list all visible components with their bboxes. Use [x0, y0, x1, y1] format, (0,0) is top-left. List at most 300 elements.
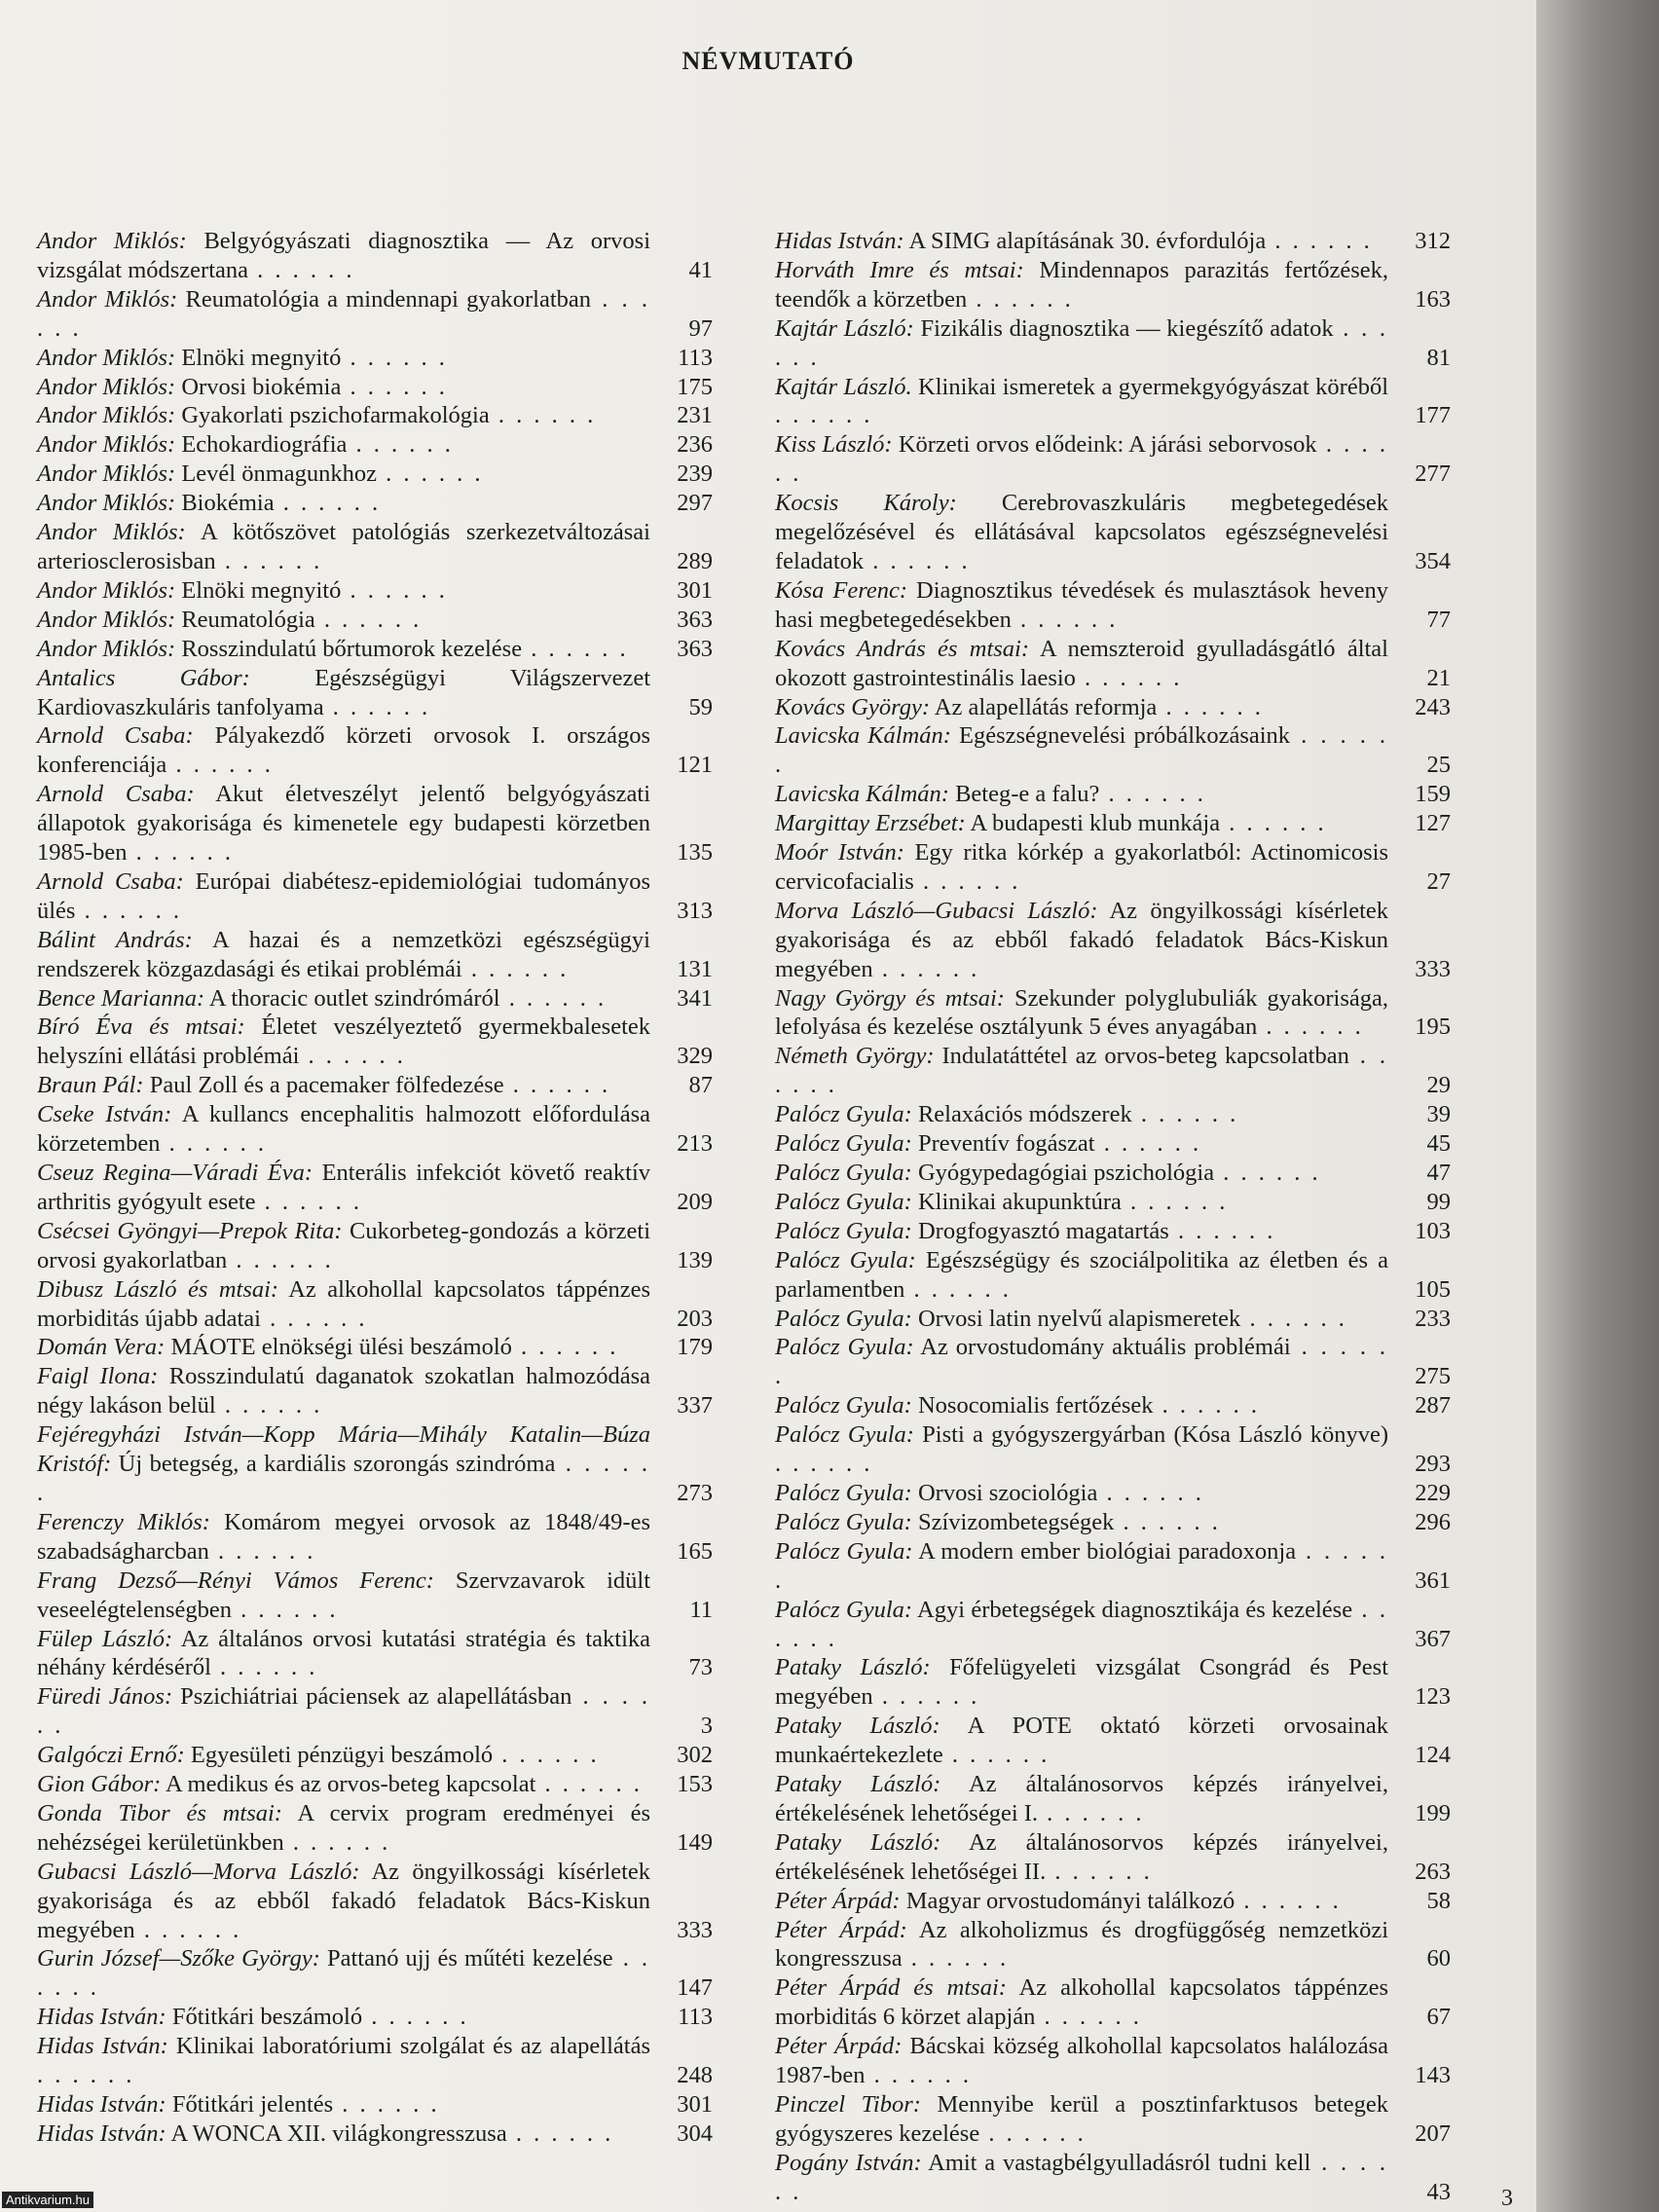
leader-dots: . . . . . .: [904, 1275, 1012, 1303]
article-title: Echokardiográfia: [181, 431, 348, 459]
author-name: Füredi János:: [37, 1683, 173, 1711]
index-entry: [775, 430, 1451, 489]
index-entry: [775, 809, 1451, 838]
leader-dots: . . . . . .: [227, 1246, 334, 1273]
article-title: Indulatáttétel az orvos-beteg kapcsolatban: [941, 1043, 1349, 1070]
leader-dots: . . . . . .: [902, 1945, 1010, 1972]
author-name: Andor Miklós:: [37, 285, 178, 313]
index-entry: [775, 1828, 1451, 1887]
page-reference: 207: [1415, 2120, 1451, 2147]
index-entry: [37, 1275, 713, 1334]
author-name: Palócz Gyula:: [775, 1246, 916, 1273]
index-entry: [775, 1333, 1451, 1391]
index-entry: [37, 1682, 713, 1741]
author-name: Andor Miklós:: [37, 606, 176, 633]
page-reference: 59: [688, 693, 713, 720]
index-column-left: [37, 227, 713, 2149]
author-name: Pataky László:: [775, 1828, 941, 1856]
leader-dots: . . . . . .: [347, 431, 454, 459]
article-title: Főtitkári jelentés: [171, 2091, 334, 2118]
index-entry: [37, 576, 713, 606]
index-entry: [37, 1333, 713, 1362]
page-reference: 58: [1426, 1887, 1451, 1914]
article-title: A SIMG alapításának 30. évfordulója: [908, 228, 1267, 254]
article-title: Preventív fogászat: [917, 1130, 1095, 1158]
leader-dots: . . . . . .: [37, 1945, 651, 2002]
article-title: Szívizombetegségek: [917, 1508, 1115, 1535]
leader-dots: . . . . . .: [864, 547, 971, 574]
index-entry: [37, 1071, 713, 1100]
index-entry: [37, 1770, 713, 1799]
index-entry: [37, 1013, 713, 1071]
author-name: Dibusz László és mtsai:: [37, 1275, 279, 1303]
leader-dots: . . . . . .: [1038, 1799, 1145, 1826]
author-name: Gonda Tibor és mtsai:: [37, 1799, 282, 1826]
article-title: A cervix program eredményei és nehézségei kerületünkben: [37, 1799, 651, 1856]
index-entry: [775, 780, 1451, 809]
author-name: Palócz Gyula:: [775, 1217, 912, 1244]
author-name: Andor Miklós:: [37, 344, 176, 371]
leader-dots: . . . . . .: [37, 2062, 135, 2089]
index-entry: [37, 1159, 713, 1217]
page-reference: 287: [1415, 1392, 1451, 1419]
index-column-right: [775, 227, 1451, 2207]
page-reference: 263: [1415, 1858, 1451, 1885]
leader-dots: . . . . . .: [274, 490, 382, 517]
leader-dots: . . . . . .: [283, 1828, 391, 1856]
page-reference: 296: [1415, 1508, 1451, 1535]
page-reference: 337: [677, 1392, 713, 1419]
leader-dots: . . . . . .: [299, 1043, 406, 1070]
index-entry: [775, 1159, 1451, 1188]
article-title: Akut életveszélyt jelentő belgyógyászati állapotok gyakorisága és kimenetele egy budapesti körzetben 1985-ben: [37, 781, 650, 866]
page-reference: 361: [1415, 1567, 1451, 1594]
author-name: Palócz Gyula:: [775, 1334, 914, 1361]
author-name: Bálint András:: [37, 926, 193, 953]
page-reference: 25: [1426, 752, 1451, 779]
page-reference: 27: [1426, 867, 1451, 895]
author-name: Antalics Gábor:: [37, 664, 250, 691]
index-entry: [775, 489, 1451, 576]
article-title: Beteg-e a falu?: [955, 781, 1100, 808]
article-title: A hazai és a nemzetközi egészségügyi rendszerek közgazdasági és etikai problémái: [37, 926, 650, 982]
page-reference: 153: [677, 1771, 713, 1798]
leader-dots: . . . . . .: [1157, 693, 1264, 720]
index-entry: [37, 489, 713, 518]
author-name: Andor Miklós:: [37, 431, 176, 459]
leader-dots: . . . . . .: [215, 1392, 323, 1419]
article-title: Pályakezdő körzeti orvosok I. országos konferenciája: [37, 722, 650, 779]
article-title: Komárom megyei orvosok az 1848/49-es szabadságharcban: [37, 1508, 650, 1565]
article-title: Reumatológia: [181, 606, 315, 633]
leader-dots: . . . . . .: [506, 2120, 614, 2147]
leader-dots: . . . . . .: [1011, 606, 1119, 633]
index-entry: [775, 838, 1451, 897]
author-name: Palócz Gyula:: [775, 1305, 912, 1332]
index-entry: [775, 1973, 1451, 2032]
page-reference: 301: [677, 576, 713, 604]
leader-dots: . . . . . .: [1266, 228, 1373, 254]
author-name: Gurin József—Szőke György:: [37, 1945, 320, 1972]
page-reference: 113: [678, 2004, 713, 2031]
leader-dots: . . . . . .: [913, 867, 1021, 895]
article-title: Bácskai község alkohollal kapcsolatos halálozása 1987-ben: [775, 2033, 1389, 2089]
author-name: Hidas István:: [37, 2033, 168, 2060]
article-title: Egy ritka kórkép a gyakorlatból: Actinomicosis cervicofacialis: [775, 839, 1388, 895]
article-title: Biokémia: [181, 490, 275, 517]
index-entry: [775, 1479, 1451, 1508]
page-reference: 113: [678, 344, 713, 371]
leader-dots: . . . . . .: [1097, 1479, 1204, 1506]
leader-dots: . . . . . .: [1235, 1887, 1342, 1914]
index-entry: [37, 984, 713, 1014]
article-title: A kötőszövet patológiás szerkezetváltozásai arteriosclerosisban: [37, 519, 650, 574]
index-entry: [37, 1508, 713, 1567]
author-name: Péter Árpád:: [775, 1916, 907, 1943]
index-entry: [775, 314, 1451, 373]
index-entry: [37, 1858, 713, 1945]
leader-dots: . . . . . .: [37, 1683, 651, 1740]
page-reference: 11: [689, 1596, 713, 1623]
author-name: Cseke István:: [37, 1101, 172, 1128]
leader-dots: . . . . . .: [1131, 1101, 1239, 1128]
leader-dots: . . . . . .: [323, 693, 431, 720]
index-entry: [37, 518, 713, 576]
index-entry: [775, 1100, 1451, 1129]
article-title: Az öngyilkossági kísérletek gyakorisága és az ebből fakadó feladatok Bács-Kiskun megyében: [37, 1858, 650, 1943]
index-entry: [37, 1741, 713, 1770]
page-reference: 195: [1415, 1014, 1451, 1041]
author-name: Gion Gábor:: [37, 1771, 162, 1798]
index-entry: [37, 460, 713, 489]
page-reference: 121: [677, 752, 713, 779]
leader-dots: . . . . . .: [511, 1334, 619, 1361]
article-title: A kullancs encephalitis halmozott előfordulása körzetemben: [37, 1101, 650, 1158]
author-name: Pogány István:: [775, 2149, 922, 2176]
leader-dots: . . . . . .: [499, 984, 608, 1012]
leader-dots: . . . . . .: [503, 1072, 611, 1099]
index-entry: [37, 1799, 713, 1858]
article-title: Egyesületi pénzügyi beszámoló: [190, 1742, 494, 1769]
article-title: Egészségnevelési próbálkozásaink: [959, 722, 1291, 750]
page-reference: 243: [1415, 693, 1451, 720]
index-entry: [775, 693, 1451, 722]
binding-shadow: [1536, 0, 1659, 2212]
author-name: Ferenczy Miklós:: [37, 1508, 210, 1535]
page-reference: 354: [1415, 547, 1451, 574]
index-entry: [37, 227, 713, 285]
author-name: Arnold Csaba:: [37, 722, 194, 750]
article-title: Egészségügyi Világszervezet Kardiovaszkuláris tanfolyama: [37, 664, 651, 720]
index-entry: [775, 897, 1451, 984]
page-reference: 273: [677, 1479, 713, 1506]
page-reference: 312: [1415, 228, 1451, 254]
leader-dots: . . . . . .: [255, 1188, 363, 1215]
author-name: Frang Dezső—Rényi Vámos Ferenc:: [37, 1567, 434, 1594]
author-name: Palócz Gyula:: [775, 1101, 912, 1128]
leader-dots: . . . . . .: [1220, 810, 1327, 837]
index-entry: [37, 926, 713, 984]
leader-dots: . . . . . .: [872, 1683, 980, 1711]
author-name: Andor Miklós:: [37, 402, 176, 429]
index-entry: [775, 984, 1451, 1043]
author-name: Domán Vera:: [37, 1334, 166, 1361]
author-name: Pataky László:: [775, 1713, 940, 1740]
index-entry: [37, 373, 713, 402]
author-name: Hidas István:: [37, 2120, 166, 2147]
leader-dots: . . . . . .: [231, 1596, 339, 1623]
page-reference: 143: [1415, 2062, 1451, 2089]
page-reference: 231: [677, 402, 713, 429]
article-title: Gyakorlati pszichofarmakológia: [181, 402, 490, 429]
index-entry: [775, 256, 1451, 314]
author-name: Palócz Gyula:: [775, 1421, 914, 1449]
article-title: Orvosi szociológia: [917, 1479, 1098, 1506]
author-name: Andor Miklós:: [37, 373, 176, 400]
index-entry: [775, 576, 1451, 635]
article-title: Paul Zoll és a pacemaker fölfedezése: [149, 1072, 504, 1099]
page-reference: 45: [1426, 1130, 1451, 1158]
index-entry: [775, 1246, 1451, 1305]
page-reference: 304: [677, 2120, 713, 2147]
leader-dots: . . . . . .: [1240, 1305, 1347, 1332]
leader-dots: . . . . . .: [314, 606, 423, 633]
leader-dots: . . . . . .: [522, 635, 629, 662]
article-title: Relaxációs módszerek: [917, 1101, 1132, 1128]
author-name: Andor Miklós:: [37, 490, 176, 517]
leader-dots: . . . . . .: [775, 2149, 1388, 2205]
index-entry: [37, 1362, 713, 1420]
article-title: Az általánosorvos képzés irányelvei, értékelésének lehetőségei II.: [775, 1828, 1388, 1885]
leader-dots: . . . . . .: [775, 1451, 873, 1478]
page-reference: 147: [677, 1974, 713, 2002]
article-title: Európai diabétesz-epidemiológiai tudományos ülés: [37, 867, 650, 924]
page-reference: 97: [688, 314, 713, 342]
leader-dots: . . . . . .: [248, 256, 355, 283]
author-name: Kovács György:: [775, 693, 930, 720]
leader-dots: . . . . . .: [341, 576, 448, 604]
leader-dots: . . . . . .: [37, 285, 651, 342]
page-reference: 77: [1426, 606, 1451, 633]
author-name: Kocsis Károly:: [775, 490, 957, 517]
leader-dots: . . . . . .: [341, 344, 448, 371]
leader-dots: . . . . . .: [979, 2120, 1087, 2147]
author-name: Gubacsi László—Morva László:: [37, 1858, 360, 1885]
page-reference: 333: [1415, 955, 1451, 982]
author-name: Lavicska Kálmán:: [775, 781, 949, 808]
author-name: Arnold Csaba:: [37, 867, 184, 895]
index-entry: [37, 606, 713, 635]
leader-dots: . . . . . .: [160, 1130, 268, 1158]
page-reference: 103: [1415, 1217, 1451, 1244]
article-title: Cerebrovaszkuláris megbetegedések megelőzésével és ellátásával kapcsolatos egészségnevelési feladatok: [775, 490, 1388, 574]
index-entry: [775, 1305, 1451, 1334]
leader-dots: . . . . . .: [1046, 1858, 1153, 1885]
page-reference: 179: [677, 1334, 713, 1361]
article-title: Klinikai ismeretek a gyermekgyógyászat köréből: [918, 373, 1388, 400]
article-title: Az alkohollal kapcsolatos táppénzes morbiditás újabb adatai: [37, 1275, 650, 1332]
leader-dots: . . . . . .: [967, 285, 1074, 313]
article-title: Drogfogyasztó magatartás: [917, 1217, 1169, 1244]
index-entry: [775, 1916, 1451, 1974]
article-title: Főfelügyeleti vizsgálat Csongrád és Pest megyében: [775, 1654, 1389, 1711]
author-name: Arnold Csaba:: [37, 781, 195, 808]
index-entry: [775, 1537, 1451, 1596]
leader-dots: . . . . . .: [775, 1334, 1389, 1390]
leader-dots: . . . . . .: [775, 1043, 1388, 1099]
leader-dots: . . . . . .: [1099, 781, 1206, 808]
article-title: Rosszindulatú daganatok szokatlan halmozódása négy lakáson belül: [37, 1363, 650, 1419]
index-entry: [775, 1712, 1451, 1770]
author-name: Péter Árpád:: [775, 1887, 901, 1914]
index-entry: [775, 1887, 1451, 1916]
page-reference: 203: [677, 1305, 713, 1332]
author-name: Pataky László:: [775, 1654, 931, 1681]
article-title: Elnöki megnyitó: [181, 576, 342, 604]
author-name: Péter Árpád és mtsai:: [775, 1974, 1007, 2002]
index-entry: [37, 430, 713, 460]
page-reference: 177: [1415, 402, 1451, 429]
leader-dots: . . . . . .: [775, 1596, 1388, 1652]
page-reference: 73: [688, 1654, 713, 1681]
article-title: Mennyibe kerül a posztinfarktusos betegek gyógyszeres kezelése: [775, 2091, 1388, 2147]
leader-dots: . . . . . .: [208, 1537, 316, 1565]
index-entry: [775, 373, 1451, 431]
author-name: Palócz Gyula:: [775, 1130, 912, 1158]
leader-dots: . . . . . .: [362, 2004, 469, 2031]
leader-dots: . . . . . .: [341, 373, 448, 400]
author-name: Andor Miklós:: [37, 228, 187, 254]
watermark: Antikvarium.hu: [2, 2192, 93, 2208]
leader-dots: . . . . . .: [775, 402, 873, 429]
author-name: Kajtár László:: [775, 314, 914, 342]
article-title: Új betegség, a kardiális szorongás szindróma: [118, 1451, 556, 1478]
leader-dots: . . . . . .: [865, 2062, 973, 2089]
index-entry: [37, 664, 713, 722]
page-reference: 329: [677, 1043, 713, 1070]
article-title: Orvosi latin nyelvű alapismeretek: [917, 1305, 1241, 1332]
author-name: Palócz Gyula:: [775, 1537, 913, 1565]
page-reference: 236: [677, 431, 713, 459]
page-reference: 159: [1415, 781, 1451, 808]
article-title: Cukorbeteg-gondozás a körzeti orvosi gyakorlatban: [37, 1217, 650, 1273]
page-reference: 367: [1415, 1625, 1451, 1652]
article-title: Agyi érbetegségek diagnosztikája és kezelése: [917, 1596, 1353, 1623]
author-name: Fejéregyházi István—Kopp Mária—Mihály Katalin—Búza Kristóf:: [37, 1421, 650, 1478]
article-title: Szekunder polyglubuliák gyakorisága, lefolyása és kezelése osztályunk 5 éves anyagában: [775, 984, 1389, 1041]
page-reference: 99: [1426, 1188, 1451, 1215]
leader-dots: . . . . . .: [333, 2091, 440, 2118]
author-name: Morva László—Gubacsi László:: [775, 897, 1098, 924]
article-title: Elnöki megnyitó: [181, 344, 342, 371]
article-title: Klinikai laboratóriumi szolgálat és az alapellátás: [175, 2033, 650, 2060]
page-reference: 127: [1415, 810, 1451, 837]
author-name: Kajtár László.: [775, 373, 912, 400]
article-title: A modern ember biológiai paradoxonja: [918, 1537, 1297, 1565]
page-reference: 213: [677, 1130, 713, 1158]
leader-dots: . . . . . .: [493, 1742, 600, 1769]
author-name: Margittay Erzsébet:: [775, 810, 966, 837]
leader-dots: . . . . . .: [166, 752, 274, 779]
article-title: Klinikai akupunktúra: [917, 1188, 1122, 1215]
index-entry: [37, 401, 713, 430]
page-reference: 43: [1426, 2178, 1451, 2205]
page-reference: 363: [677, 635, 713, 662]
article-title: Az alapellátás reformja: [934, 693, 1158, 720]
index-entry: [37, 2003, 713, 2032]
article-title: Reumatológia a mindennapi gyakorlatban: [185, 285, 592, 313]
page-reference: 60: [1426, 1945, 1451, 1972]
leader-dots: . . . . . .: [127, 839, 235, 866]
author-name: Horváth Imre és mtsai:: [775, 256, 1024, 283]
page-reference: 248: [677, 2062, 713, 2089]
article-title: A nemszteroid gyulladásgátló által okozott gastrointestinális laesio: [775, 635, 1388, 691]
author-name: Hidas István:: [37, 2004, 166, 2031]
article-title: Mindennapos parazitás fertőzések, teendők a körzetben: [775, 256, 1389, 313]
author-name: Andor Miklós:: [37, 519, 186, 546]
author-name: Palócz Gyula:: [775, 1508, 912, 1535]
page-reference: 239: [677, 461, 713, 488]
index-entry: [775, 2149, 1451, 2207]
leader-dots: . . . . . .: [535, 1771, 643, 1798]
index-entry: [775, 1217, 1451, 1246]
author-name: Csécsei Gyöngyi—Prepok Rita:: [37, 1217, 343, 1244]
page-reference: 139: [677, 1246, 713, 1273]
article-title: Orvosi biokémia: [181, 373, 342, 400]
leader-dots: . . . . . .: [1035, 2004, 1142, 2031]
index-entry: [37, 1625, 713, 1683]
index-entry: [37, 635, 713, 664]
leader-dots: . . . . . .: [1168, 1217, 1276, 1244]
index-entry: [775, 227, 1451, 256]
index-entry: [775, 2032, 1451, 2090]
author-name: Galgóczi Ernő:: [37, 1742, 185, 1769]
page-reference: 289: [677, 547, 713, 574]
article-title: Az alkohollal kapcsolatos táppénzes morbiditás 6 körzet alapján: [775, 1974, 1388, 2031]
author-name: Palócz Gyula:: [775, 1188, 912, 1215]
article-title: Rosszindulatú bőrtumorok kezelése: [181, 635, 523, 662]
page-reference: 209: [677, 1188, 713, 1215]
author-name: Andor Miklós:: [37, 576, 176, 604]
page-reference: 123: [1415, 1683, 1451, 1711]
index-entry: [37, 721, 713, 780]
page-reference: 165: [677, 1537, 713, 1565]
author-name: Pinczel Tibor:: [775, 2091, 921, 2118]
leader-dots: . . . . . .: [1114, 1508, 1221, 1535]
author-name: Palócz Gyula:: [775, 1479, 912, 1506]
leader-dots: . . . . . .: [1214, 1160, 1321, 1186]
article-title: Fizikális diagnosztika — kiegészítő adatok: [920, 314, 1334, 342]
article-title: A POTE oktató körzeti orvosainak munkaértekezlete: [775, 1713, 1388, 1769]
page-reference: 341: [677, 984, 713, 1012]
leader-dots: . . . . . .: [775, 314, 1389, 371]
author-name: Kiss László:: [775, 431, 893, 459]
leader-dots: . . . . . .: [134, 1916, 242, 1943]
leader-dots: . . . . . .: [775, 431, 1388, 488]
index-entry: [37, 780, 713, 867]
article-title: Pszichiátriai páciensek az alapellátásban: [180, 1683, 572, 1711]
index-entry: [775, 1420, 1451, 1479]
page-reference: 135: [677, 839, 713, 866]
leader-dots: . . . . . .: [1075, 664, 1183, 691]
author-name: Fülep László:: [37, 1625, 173, 1652]
article-title: A budapesti klub munkája: [970, 810, 1221, 837]
article-title: Körzeti orvos elődeink: A járási seborvosok: [898, 431, 1317, 459]
author-name: Nagy György és mtsai:: [775, 984, 1005, 1012]
article-title: A WONCA XII. világkongresszusa: [170, 2120, 507, 2147]
author-name: Lavicska Kálmán:: [775, 722, 951, 750]
article-title: Egészségügy és szociálpolitika az életben és a parlamentben: [775, 1246, 1389, 1303]
